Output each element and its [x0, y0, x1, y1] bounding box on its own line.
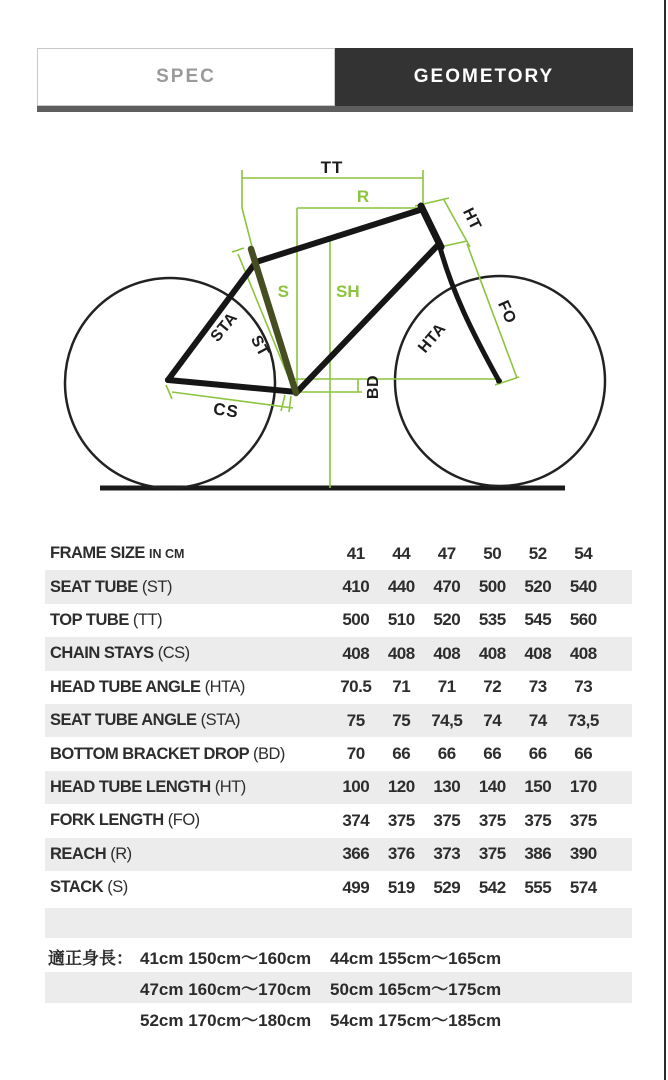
cell: 542 — [478, 877, 506, 897]
table-row — [45, 704, 632, 737]
cell: 375 — [478, 810, 506, 830]
fork-blade — [439, 244, 499, 381]
label-r: R — [356, 187, 370, 206]
cell: 574 — [569, 877, 597, 897]
table-row — [45, 771, 632, 804]
cell: 390 — [569, 844, 597, 864]
row-label: SEAT TUBE (ST) — [50, 577, 172, 596]
row-label: STACK (S) — [50, 878, 128, 897]
cell: 66 — [574, 744, 593, 764]
cell: 408 — [387, 643, 415, 663]
cell: 41 — [346, 543, 365, 563]
cell: 470 — [433, 577, 461, 597]
tab-spec[interactable] — [37, 48, 335, 106]
cell: 70 — [346, 744, 365, 764]
top-tube — [256, 209, 423, 262]
label-cs: CS — [212, 399, 241, 422]
cell: 66 — [528, 744, 547, 764]
tab-bottom-shadow — [37, 106, 633, 112]
cell: 500 — [342, 610, 370, 630]
fit-guide-row: 47cm 160cm～170cm 50cm 165cm～175cm — [45, 972, 632, 1003]
cell: 75 — [346, 710, 365, 730]
bike-frame — [168, 206, 499, 392]
cell: 535 — [478, 610, 506, 630]
row-label: TOP TUBE (TT) — [50, 610, 163, 629]
table-row — [45, 871, 632, 904]
table-row — [45, 604, 632, 637]
tab-geometry-label: GEOMETORY — [413, 66, 555, 87]
cell: 500 — [478, 577, 506, 597]
label-st: ST — [247, 332, 273, 360]
cell: 170 — [569, 777, 597, 797]
cell: 150 — [524, 777, 552, 797]
chain-stay-tube — [168, 380, 297, 392]
cell: 74 — [483, 710, 502, 730]
cell: 50 — [483, 543, 502, 563]
cell: 408 — [478, 643, 506, 663]
label-ht: HT — [459, 205, 485, 233]
cell: 545 — [524, 610, 552, 630]
cell: 408 — [342, 643, 370, 663]
cell: 440 — [387, 577, 415, 597]
cell: 140 — [478, 777, 506, 797]
cell: 66 — [483, 744, 502, 764]
label-sta: STA — [207, 309, 242, 346]
cell: 410 — [342, 577, 370, 597]
cell: 66 — [437, 744, 456, 764]
cell: 71 — [392, 677, 411, 697]
table-row — [45, 671, 632, 704]
cell: 52 — [528, 543, 547, 563]
cell: 529 — [433, 877, 461, 897]
cell: 560 — [569, 610, 597, 630]
cell: 74,5 — [431, 710, 463, 730]
cell: 375 — [524, 810, 552, 830]
cell: 408 — [433, 643, 461, 663]
row-label: FORK LENGTH (FO) — [50, 811, 200, 830]
cell: 374 — [342, 810, 370, 830]
tab-geometry[interactable] — [335, 48, 633, 106]
label-hta: HTA — [415, 320, 450, 357]
cell: 375 — [387, 810, 415, 830]
table-row — [45, 570, 632, 603]
tab-spec-label: SPEC — [156, 66, 216, 87]
row-label: HEAD TUBE LENGTH (HT) — [50, 777, 246, 796]
table-row — [45, 838, 632, 871]
cell: 70.5 — [340, 677, 372, 697]
table-row — [45, 804, 632, 837]
cell: 520 — [524, 577, 552, 597]
cell: 408 — [569, 643, 597, 663]
cell: 44 — [392, 543, 411, 563]
cell: 71 — [437, 677, 456, 697]
cell: 47 — [437, 543, 456, 563]
cell: 375 — [478, 844, 506, 864]
cell: 520 — [433, 610, 461, 630]
cell: 373 — [433, 844, 461, 864]
table-row — [45, 637, 632, 670]
cell: 73,5 — [567, 710, 599, 730]
table-empty-band — [45, 908, 632, 938]
label-s: S — [277, 282, 289, 301]
table-row — [45, 737, 632, 770]
bike-geometry-diagram — [0, 140, 668, 502]
cell: 540 — [569, 577, 597, 597]
cell: 73 — [574, 677, 593, 697]
row-label: CHAIN STAYS (CS) — [50, 644, 190, 663]
cell: 130 — [433, 777, 461, 797]
geometry-table — [45, 537, 632, 904]
cell: 519 — [387, 877, 415, 897]
fit-height-guide — [45, 941, 632, 1034]
fit-guide-row: 適正身長： 41cm 150cm～160cm 44cm 155cm～165cm — [45, 941, 632, 972]
down-tube — [297, 244, 439, 392]
row-label: REACH (R) — [50, 844, 132, 863]
label-bd: BD — [365, 374, 382, 400]
cell: 54 — [574, 543, 593, 563]
cell: 100 — [342, 777, 370, 797]
fit-guide-label: 適正身長： — [48, 949, 133, 968]
cell: 386 — [524, 844, 552, 864]
cell: 510 — [387, 610, 415, 630]
cell: 375 — [569, 810, 597, 830]
table-row — [45, 537, 632, 570]
cell: 376 — [387, 844, 415, 864]
label-fo: FO — [494, 298, 520, 327]
cell: 375 — [433, 810, 461, 830]
label-sh: SH — [336, 282, 360, 301]
row-label: BOTTOM BRACKET DROP (BD) — [50, 744, 285, 763]
cell: 66 — [392, 744, 411, 764]
row-label: HEAD TUBE ANGLE (HTA) — [50, 677, 245, 696]
cell: 408 — [524, 643, 552, 663]
row-label: FRAME SIZE IN CM — [50, 544, 185, 563]
cell: 74 — [528, 710, 547, 730]
cell: 72 — [483, 677, 502, 697]
label-tt: TT — [320, 158, 344, 177]
row-label: SEAT TUBE ANGLE (STA) — [50, 711, 240, 730]
cell: 75 — [392, 710, 411, 730]
cell: 120 — [387, 777, 415, 797]
cell: 499 — [342, 877, 370, 897]
cell: 555 — [524, 877, 552, 897]
head-tube — [421, 206, 441, 247]
fit-guide-row: 52cm 170cm～180cm 54cm 175cm～185cm — [140, 1011, 502, 1030]
cell: 73 — [528, 677, 547, 697]
cell: 366 — [342, 844, 370, 864]
